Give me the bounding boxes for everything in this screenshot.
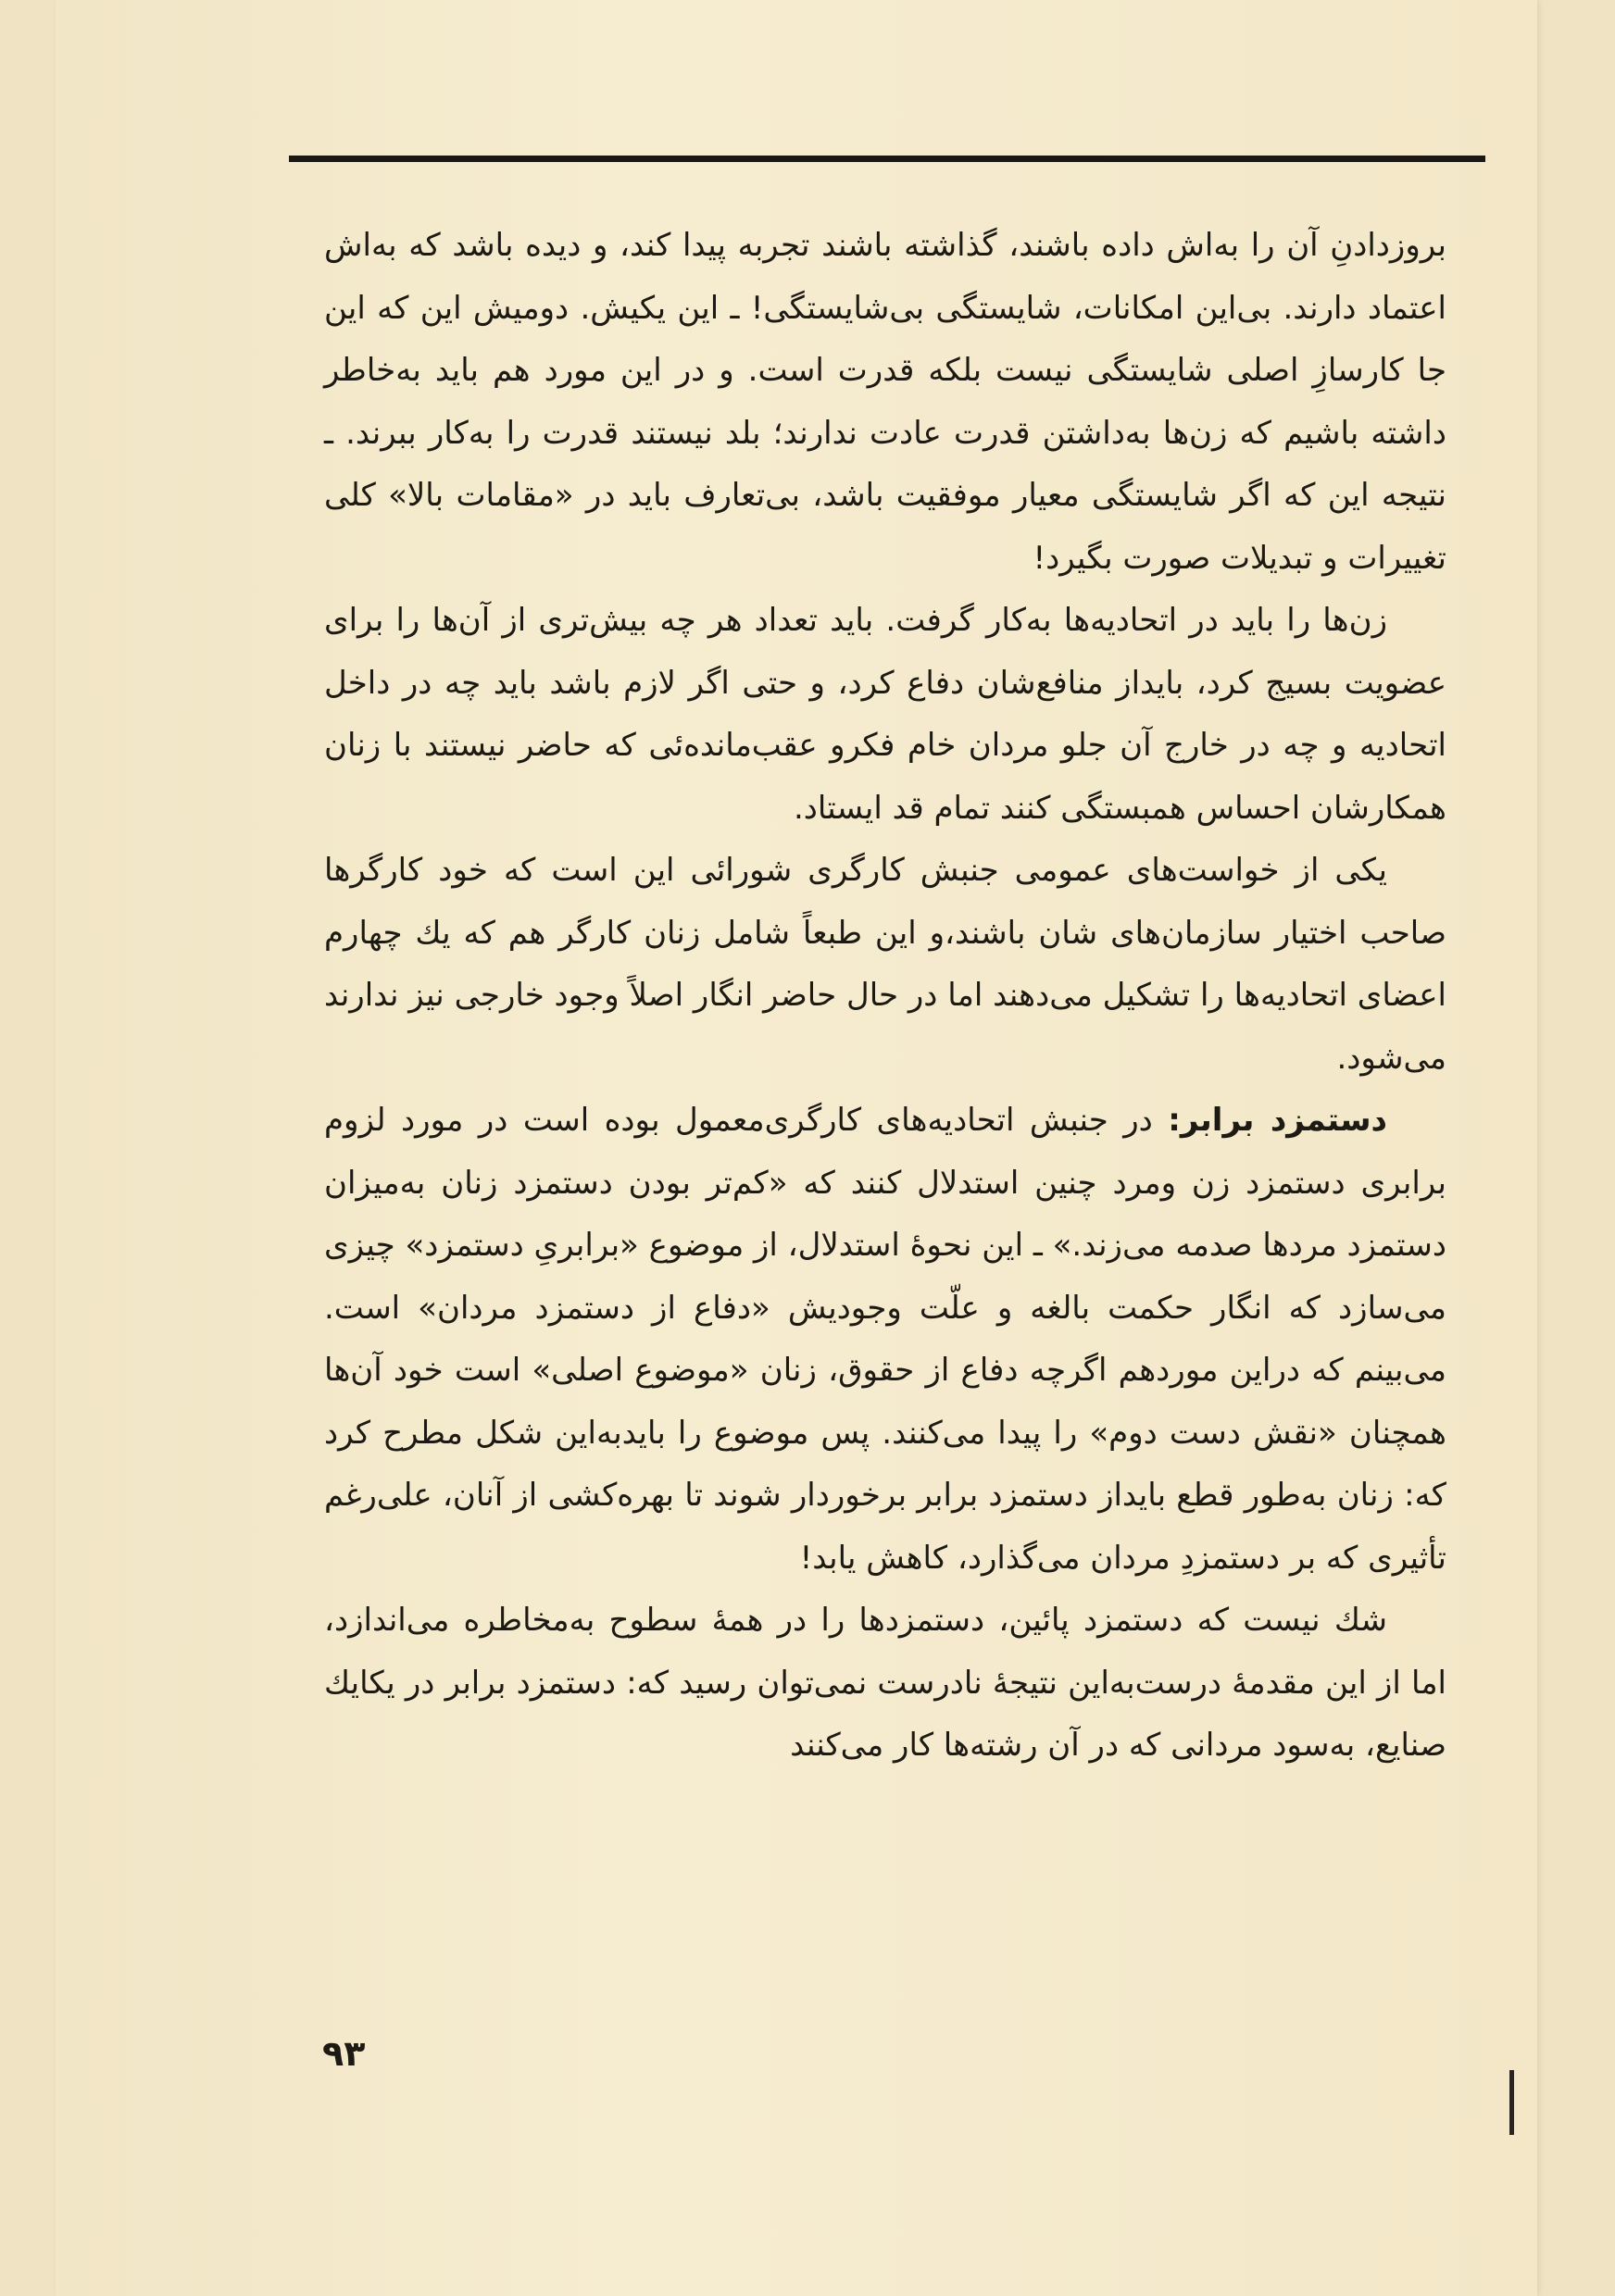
page-number: ۹۳ [322, 2033, 366, 2074]
paragraph-5: شك نیست که دستمزد پائین، دستمزدها را در همهٔ سطوح به‌مخاطره می‌اندازد، اما از این مقدمهٔ درست‌به‌این نتیجهٔ نادرست نمی‌توان رسید که: دستمزد برابر در یکایك صنایع، به‌سود مردانی که در آن رشته‌ها کار می‌کنند [324, 1602, 1446, 1764]
book-page [56, 0, 1537, 2296]
paragraph-1: بروزدادنِ آن را به‌اش داده باشند، گذاشته باشند تجربه پیدا کند، و دیده باشد که به‌اش اعتماد دارند. بی‌این امکانات، شایستگی بی‌شایستگی! ـ این یکیش. دومیش این که این جا کارسازِ اصلی شایستگی نیست بلکه قدرت است. و در این مورد هم باید به‌خاطر داشته باشیم که زن‌ها به‌داشتن قدرت عادت ندارند؛ بلد نیستند قدرت را به‌کار ببرند. ـ نتیجه این که اگر شایستگی معیار موفقیت باشد، بی‌تعارف باید در «مقامات بالا» کلی تغییرات و تبدیلات صورت بگیرد! [324, 227, 1446, 577]
body-text [324, 215, 1446, 1778]
paragraph-4 [324, 1090, 1446, 1590]
paragraph-4-text: در جنبش اتحادیه‌های کارگری‌معمول بوده است در مورد لزوم برابری دستمزد زن ومرد چنین استدلال کنند که «کم‌تر بودن دستمزد زنان به‌میزان دستمزد مردها صدمه می‌زند.» ـ این نحوهٔ استدلال، از موضوع «برابریِ دستمزد» چیزی می‌سازد که انگار حکمت بالغه و علّت وجودیش «دفاع از دستمزد مردان» است. می‌بینم که دراین موردهم اگرچه دفاع از حقوق، زنان «موضوع اصلی» است خود آن‌ها همچنان «نقش دست دوم» را پیدا می‌کنند. پس موضوع را بایدبه‌این شکل مطرح کرد که: زنان به‌طور قطع بایداز دستمزد برابر برخوردار شوند تا بهره‌کشی از آنان، علی‌رغم تأثیری که بر دستمزدِ مردان می‌گذارد، کاهش یابد! [324, 1102, 1446, 1577]
paragraph-2: زن‌ها را باید در اتحادیه‌ها به‌کار گرفت. باید تعداد هر چه بیش‌تری از آن‌ها را برای عضویت بسیج کرد، بایداز منافع‌شان دفاع کرد، و حتی اگر لازم باشد باید چه در داخل اتحادیه و چه در خارج آن جلو مردان خام فکرو عقب‌مانده‌ئی که حاضر نیستند با زنان همکارشان احساس همبستگی کنند تمام قد ایستاد. [324, 602, 1446, 827]
paragraph-3: یکی از خواست‌های عمومی جنبش کارگری شورائی این است که خود کارگرها صاحب اختیار سازمان‌های شان باشند،و این طبعاً شامل زنان کارگر هم که یك چهارم اعضای اتحادیه‌ها را تشکیل می‌دهند اما در حال حاضر انگار اصلاً وجود خارجی نیز ندارند می‌شود. [324, 852, 1446, 1077]
margin-mark [1509, 2070, 1514, 2135]
header-rule [289, 156, 1485, 162]
section-lead-equal-wage: دستمزد برابر: [1168, 1102, 1387, 1139]
